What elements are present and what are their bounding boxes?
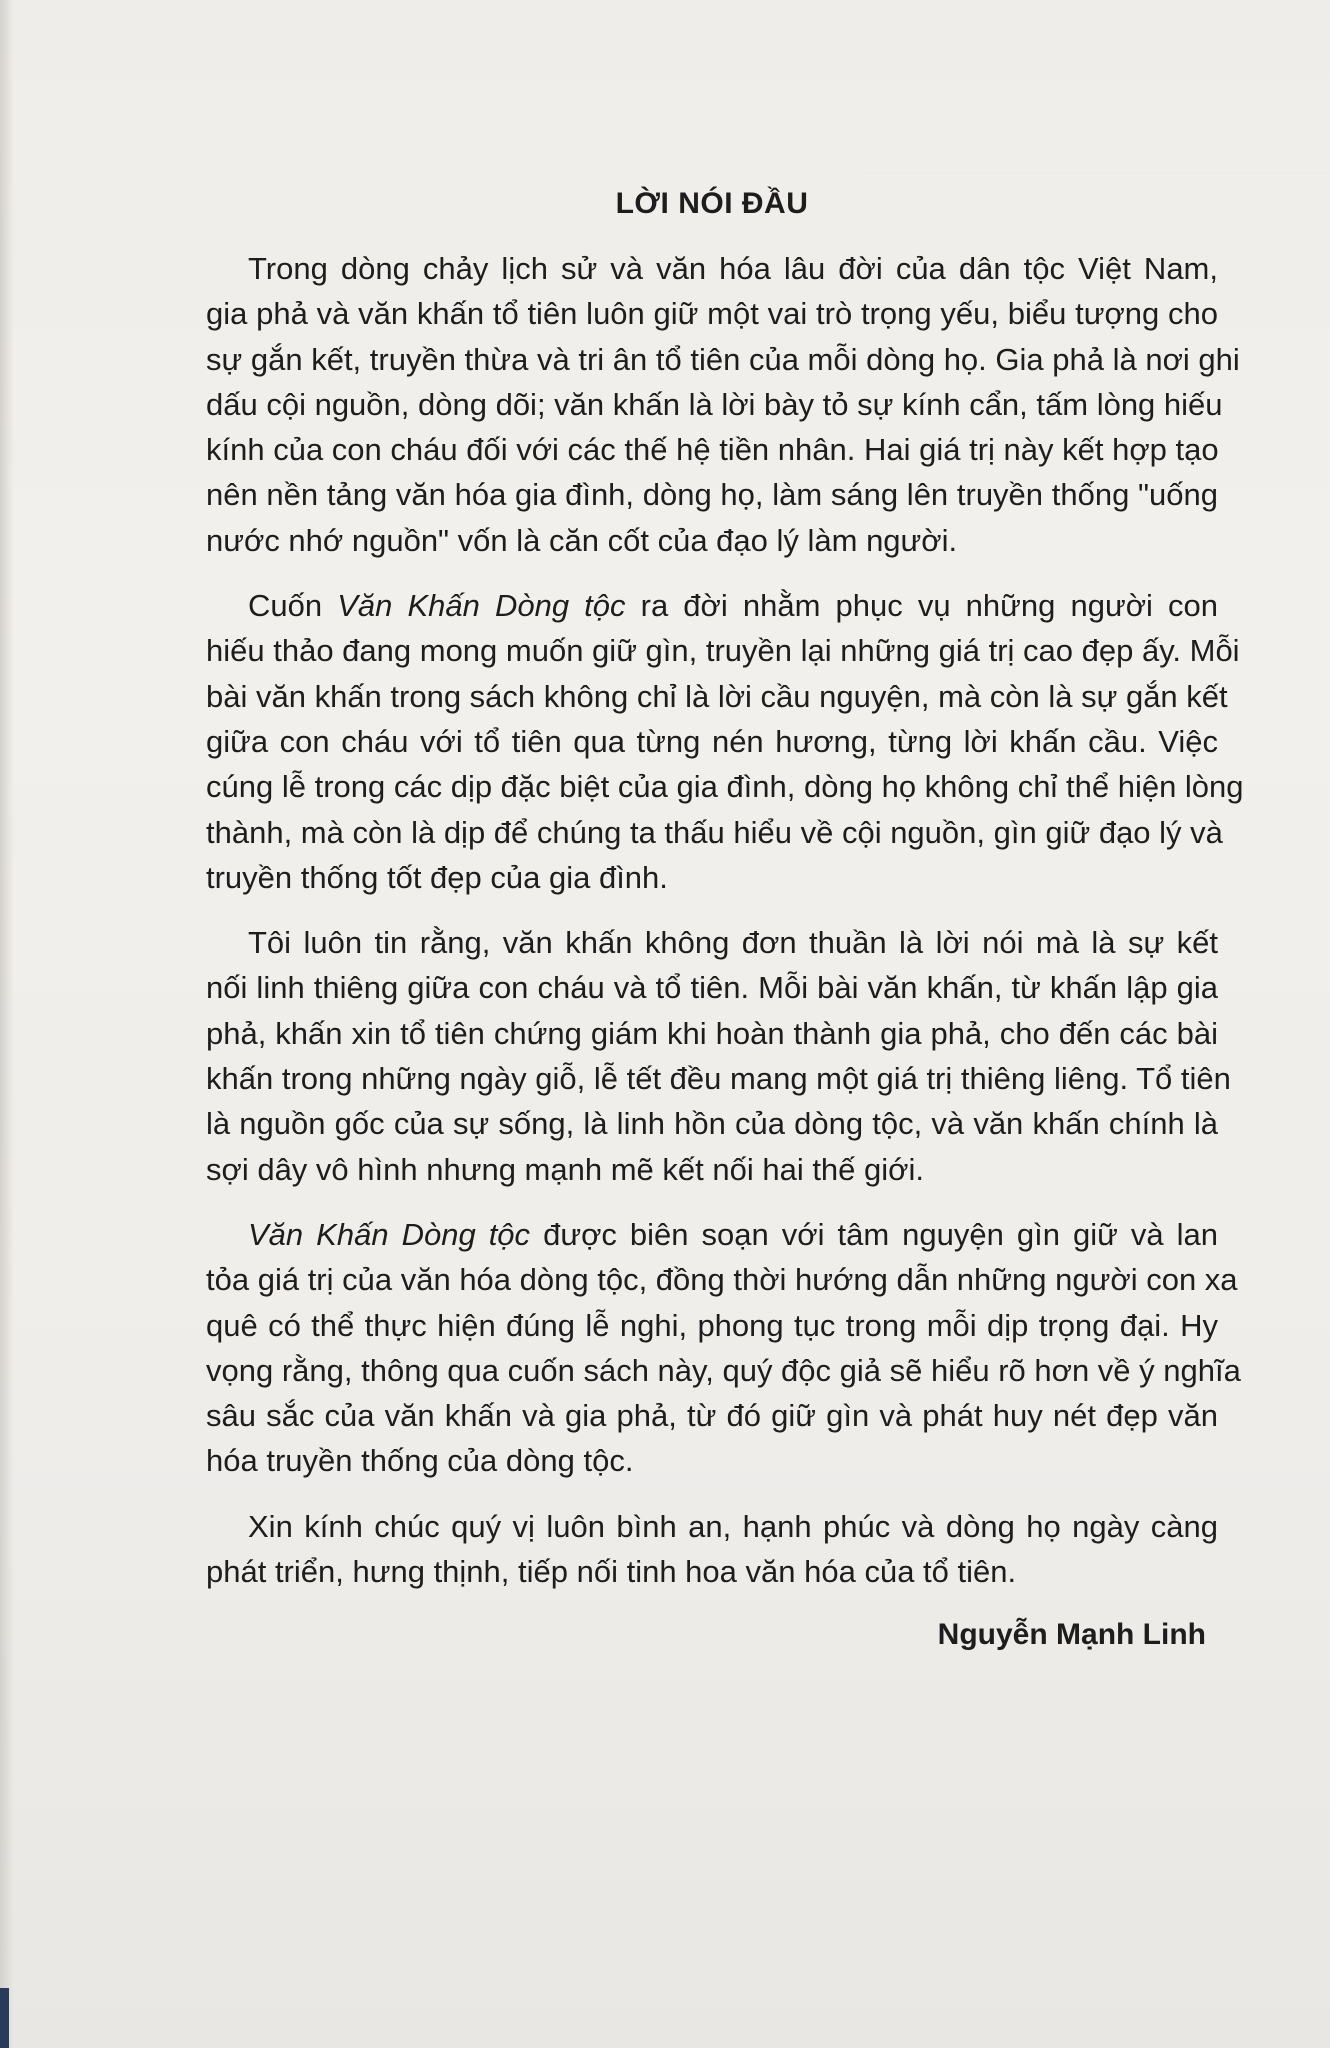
text-line: gia phả và văn khấn tổ tiên luôn giữ một vai trò trọng yếu, biểu tượng cho (206, 296, 1218, 332)
text-line: dấu cội nguồn, dòng dõi; văn khấn là lời bày tỏ sự kính cẩn, tấm lòng hiếu (206, 386, 1223, 422)
preface-title: LỜI NÓI ĐẦU (615, 187, 809, 220)
text-line: quê có thể thực hiện đúng lễ nghi, phong tục trong mỗi dịp trọng đại. Hy (206, 1307, 1218, 1343)
book-title-italic: Văn Khấn Dòng tộc (248, 1216, 531, 1252)
binding-mark (0, 1988, 9, 2048)
text-line: Trong dòng chảy lịch sử và văn hóa lâu đời của dân tộc Việt Nam, (248, 251, 1218, 286)
text-line (206, 1212, 1218, 1257)
text-line: kính của con cháu đối với các thế hệ tiền nhân. Hai giá trị này kết hợp tạo (206, 432, 1219, 468)
text-line: sự gắn kết, truyền thừa và tri ân tổ tiên của mỗi dòng họ. Gia phả là nơi ghi (206, 341, 1240, 377)
text-line: giữa con cháu với tổ tiên qua từng nén hương, từng lời khấn cầu. Việc (206, 723, 1218, 759)
text-line: khấn trong những ngày giỗ, lễ tết đều mang một giá trị thiêng liêng. Tổ tiên (206, 1061, 1231, 1097)
text-fragment: ra đời nhằm phục vụ những người con (625, 588, 1219, 624)
text-line: bài văn khấn trong sách không chỉ là lời cầu nguyện, mà còn là sự gắn kết (206, 678, 1228, 714)
text-line: nối linh thiêng giữa con cháu và tổ tiên. Mỗi bài văn khấn, từ khấn lập gia (206, 970, 1218, 1006)
author-signature: Nguyễn Mạnh Linh (937, 1618, 1206, 1652)
text-line: vọng rằng, thông qua cuốn sách này, quý độc giả sẽ hiểu rõ hơn về ý nghĩa (206, 1352, 1241, 1388)
text-line: nước nhớ nguồn" vốn là căn cốt của đạo lý làm người. (206, 522, 958, 558)
paragraph-2 (206, 583, 1244, 900)
text-line: hiếu thảo đang mong muốn giữ gìn, truyền lại những giá trị cao đẹp ấy. Mỗi (206, 633, 1240, 669)
text-line: Xin kính chúc quý vị luôn bình an, hạnh phúc và dòng họ ngày càng (248, 1508, 1218, 1544)
text-fragment: Cuốn (248, 588, 338, 624)
text-line: là nguồn gốc của sự sống, là linh hồn của dòng tộc, và văn khấn chính là (206, 1106, 1218, 1142)
paragraph-5 (206, 1504, 1218, 1595)
page-gutter-shadow (0, 0, 14, 2048)
text-line: phả, khấn xin tổ tiên chứng giám khi hoàn thành gia phả, cho đến các bài (206, 1015, 1218, 1051)
paragraph-3 (206, 920, 1231, 1192)
text-line: sợi dây vô hình nhưng mạnh mẽ kết nối hai thế giới. (206, 1151, 924, 1187)
text-line: thành, mà còn là dịp để chúng ta thấu hiểu về cội nguồn, gìn giữ đạo lý và (206, 814, 1223, 850)
book-title-italic: Văn Khấn Dòng tộc (337, 588, 626, 624)
preface-content (206, 176, 1244, 1660)
text-line: sâu sắc của văn khấn và gia phả, từ đó giữ gìn và phát huy nét đẹp văn (206, 1398, 1218, 1434)
text-line: Tôi luôn tin rằng, văn khấn không đơn thuần là lời nói mà là sự kết (248, 925, 1218, 961)
show-through-header (860, 138, 1330, 174)
text-line: nên nền tảng văn hóa gia đình, dòng họ, làm sáng lên truyền thống "uống (206, 477, 1218, 513)
text-line (206, 583, 1218, 628)
text-line: hóa truyền thống của dòng tộc. (206, 1443, 634, 1479)
paragraph-1 (206, 246, 1240, 563)
paragraph-4 (206, 1212, 1241, 1484)
text-fragment: được biên soạn với tâm nguyện gìn giữ và lan (530, 1216, 1219, 1252)
text-line: phát triển, hưng thịnh, tiếp nối tinh hoa văn hóa của tổ tiên. (206, 1554, 1017, 1590)
text-line: tỏa giá trị của văn hóa dòng tộc, đồng thời hướng dẫn những người con xa (206, 1262, 1238, 1298)
text-line: cúng lễ trong các dịp đặc biệt của gia đình, dòng họ không chỉ thể hiện lòng (206, 769, 1244, 805)
text-line: truyền thống tốt đẹp của gia đình. (206, 859, 668, 895)
